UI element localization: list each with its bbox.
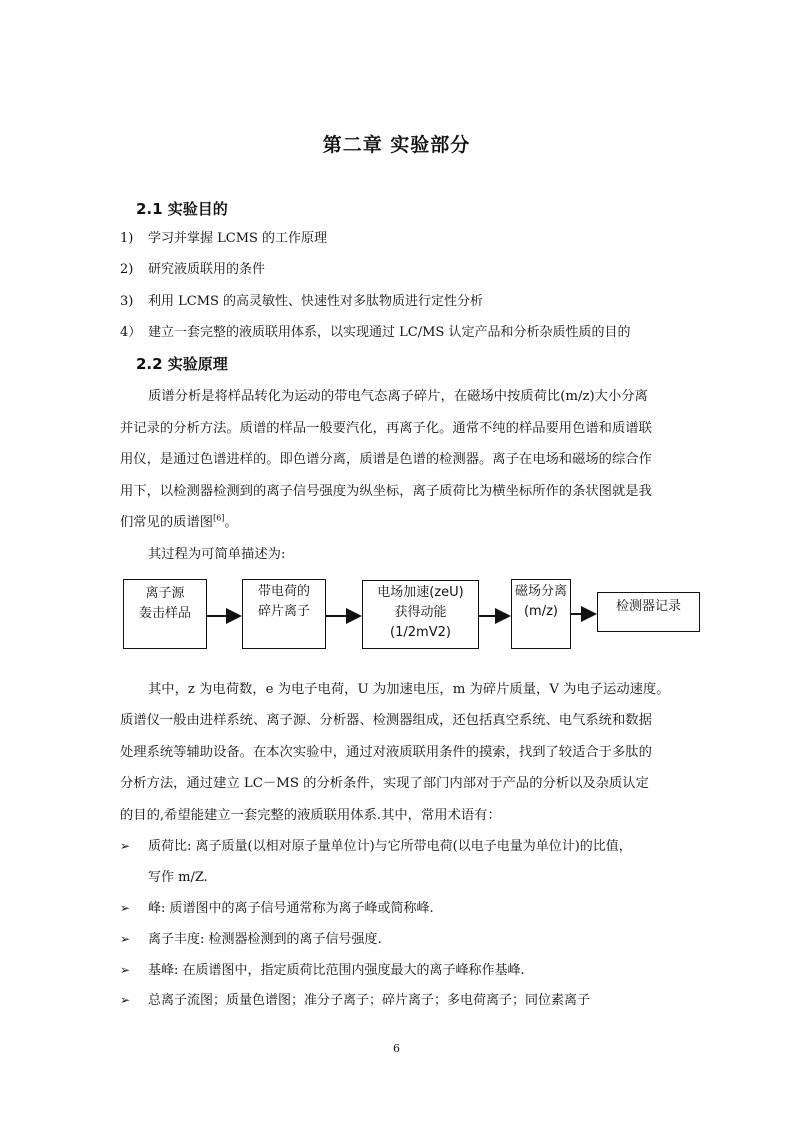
section-heading-2-1: 2.1 实验目的 bbox=[136, 200, 228, 218]
term-text: 离子丰度: 检测器检测到的离子信号强度. bbox=[148, 932, 382, 947]
goal-text: 建立一套完整的液质联用体系，以实现通过 LC/MS 认定产品和分析杂质性质的目的 bbox=[148, 325, 631, 340]
paragraph-line: 质谱仪一般由进样系统、离子源、分析器、检测器组成，还包括真空系统、电气系统和数据 bbox=[120, 713, 652, 728]
page-number: 6 bbox=[393, 1042, 400, 1055]
paragraph-line: 的目的,希望能建立一套完整的液质联用体系.其中，常用术语有： bbox=[120, 808, 501, 823]
citation-reference: [6] bbox=[213, 513, 225, 523]
paragraph-text: 。 bbox=[224, 515, 238, 530]
paragraph-line: 其中，z 为电荷数，e 为电子电荷，U 为加速电压，m 为碎片质量，V 为电子运动速度。 bbox=[148, 682, 670, 697]
term-item bbox=[120, 989, 590, 1008]
term-item bbox=[120, 835, 632, 854]
paragraph-line: 质谱分析是将样品转化为运动的带电气态离子碎片，在磁场中按质荷比(m/z)大小分离 bbox=[148, 389, 648, 404]
box-label: 磁场分离 bbox=[514, 584, 567, 599]
arrow-bullet-icon: ➢ bbox=[120, 901, 131, 915]
arrow-bullet-icon: ➢ bbox=[120, 839, 131, 853]
goal-text: 研究液质联用的条件 bbox=[148, 262, 266, 277]
goal-number: 3) bbox=[120, 294, 134, 309]
goal-text: 学习并掌握 LCMS 的工作原理 bbox=[148, 231, 328, 246]
box-label: 带电荷的 bbox=[257, 584, 310, 599]
term-item bbox=[120, 959, 525, 978]
chapter-title: 第二章 实验部分 bbox=[322, 134, 471, 156]
goal-text: 利用 LCMS 的高灵敏性、快速性对多肽物质进行定性分析 bbox=[148, 294, 484, 309]
paragraph-line: 其过程为可简单描述为: bbox=[148, 547, 286, 562]
box-label: 检测器记录 bbox=[615, 599, 681, 614]
term-item bbox=[120, 897, 434, 916]
goal-number: 1) bbox=[120, 231, 134, 246]
term-text: 基峰: 在质谱图中，指定质荷比范围内强度最大的离子峰称作基峰. bbox=[148, 963, 525, 978]
arrow-bullet-icon: ➢ bbox=[120, 993, 131, 1007]
paragraph-text: 们常见的质谱图 bbox=[120, 515, 214, 530]
paragraph-line: 处理系统等辅助设备。在本次实验中，通过对液质联用条件的摸索，找到了较适合于多肽的 bbox=[120, 745, 652, 760]
goal-number: 4） bbox=[120, 325, 142, 340]
term-continuation: 写作 m/Z. bbox=[148, 870, 208, 885]
arrow-bullet-icon: ➢ bbox=[120, 932, 131, 946]
box-label: 轰击样品 bbox=[138, 606, 191, 621]
term-text: 质荷比: 离子质量(以相对原子量单位计)与它所带电荷(以电子电量为单位计)的比值， bbox=[148, 839, 632, 854]
term-text: 总离子流图；质量色谱图；准分子离子；碎片离子；多电荷离子；同位素离子 bbox=[148, 993, 591, 1008]
paragraph-line: 并记录的分析方法。质谱的样品一般要汽化，再离子化。通常不纯的样品要用色谱和质谱联 bbox=[120, 421, 652, 436]
section-heading-2-2: 2.2 实验原理 bbox=[136, 355, 228, 373]
box-label: (1/2mV2) bbox=[390, 625, 451, 640]
box-label: 电场加速(zeU) bbox=[377, 585, 464, 600]
term-text: 峰: 质谱图中的离子信号通常称为离子峰或简称峰. bbox=[148, 901, 434, 916]
paragraph-line: 用仪，是通过色谱进样的。即色谱分离，质谱是色谱的检测器。离子在电场和磁场的综合作 bbox=[120, 452, 652, 467]
paragraph-line: 用下，以检测器检测到的离子信号强度为纵坐标，离子质荷比为横坐标所作的条状图就是我 bbox=[120, 484, 652, 499]
box-label: (m/z) bbox=[523, 604, 558, 619]
box-label: 获得动能 bbox=[394, 605, 447, 620]
box-label: 碎片离子 bbox=[257, 604, 310, 619]
paragraph-line: 分析方法，通过建立 LC－MS 的分析条件，实现了部门内部对于产品的分析以及杂质认定 bbox=[120, 776, 649, 791]
term-item bbox=[120, 928, 382, 947]
arrow-bullet-icon: ➢ bbox=[120, 963, 131, 977]
goal-number: 2) bbox=[120, 262, 134, 277]
box-label: 离子源 bbox=[145, 586, 185, 601]
